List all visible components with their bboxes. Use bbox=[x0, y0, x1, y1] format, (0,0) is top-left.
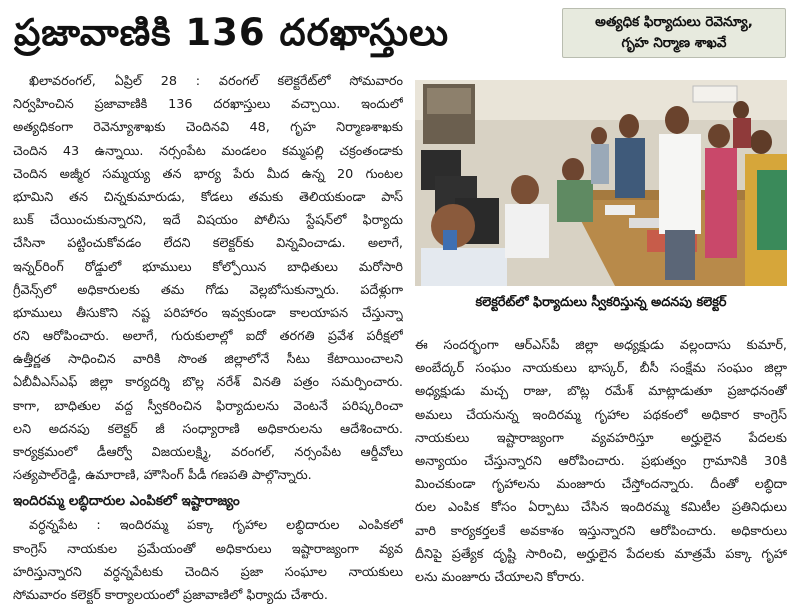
article-text-line: వారి కార్యకర్తలకే అవకాశం ఇస్తున్నారని ఆరోపించారు. అధికారులు bbox=[415, 523, 787, 539]
article-text-line: లని అదనపు కలెక్టర్ జీ సంధ్యారాణి అధికారులను ఆదేశించారు. bbox=[13, 421, 403, 437]
subheadline-line-2: గృహ నిర్మాణ శాఖవే bbox=[621, 35, 727, 51]
article-paragraph-2 bbox=[13, 514, 403, 607]
article-text-line: లను మంజూరు చేయాలని కోరారు. bbox=[415, 569, 585, 585]
article-text-line: ఇన్నర్‌రింగ్ రోడ్డులో భూములు కోల్పోయిన బాధితులు మరోసారి bbox=[13, 259, 403, 275]
section-heading: ఇందిరమ్మ లబ్ధిదారుల ఎంపికలో ఇష్టారాజ్యం bbox=[13, 493, 240, 510]
article-left-column bbox=[13, 70, 403, 603]
article-text-line: వర్ధన్నపేట : ఇందిరమ్మ పక్కా గృహాల లబ్ధిదారుల ఎంపికలో bbox=[29, 518, 403, 534]
article-text-line: ఈ సందర్భంగా ఆర్‌ఎస్‌పీ జిల్లా అధ్యక్షుడు వల్లందాసు కుమార్, bbox=[415, 338, 787, 353]
article-text-line: అన్యాయం చేస్తున్నారని ఆరోపించారు. ప్రభుత్వం గ్రామానికి 30కి bbox=[415, 453, 787, 469]
article-text-line: రుల ఎంపిక కోసం ఏర్పాటు చేసిన ఇందిరమ్మ కమిటీల ప్రతినిధులు bbox=[415, 500, 787, 516]
article-text-line: అధ్యక్షుడు మచ్చ రాజు, బొట్ల రమేశ్ మాట్లాడుతూ ప్రజాధనంతో bbox=[415, 384, 787, 400]
article-text-line: ఉత్తీర్ణత సాధించిన వారికి సొంత జిల్లాలోనే సీటు కేటాయించాలని bbox=[13, 352, 403, 368]
article-text-line: బుక్ చేయించుకున్నారని, ఇదే విషయం పోలీసు స్టేషన్‌లో ఫిర్యాదు bbox=[13, 213, 403, 229]
article-text-line: నాయకులు ఇష్టారాజ్యంగా వ్యవహరిస్తూ అర్హులైన పేదలకు bbox=[415, 430, 787, 446]
article-paragraph-1 bbox=[13, 70, 403, 487]
article-text-line: నిర్వహించిన ప్రజావాణికి 136 దరఖాస్తులు వచ్చాయి. ఇందులో bbox=[13, 97, 403, 113]
article-text-line: గ్రీవెన్స్‌లో అధికారులకు తమ గోడు వెల్లబోసుకున్నారు. పదేళ్లుగా bbox=[13, 282, 403, 298]
headline: ప్రజావాణికి 136 దరఖాస్తులు bbox=[14, 11, 450, 54]
article-text-line: చెందిన అజ్మీర సమ్మయ్య తన భార్య పేరు మీద ఉన్న 20 గుంటల bbox=[13, 166, 403, 182]
article-text-line: అత్యధికంగా రెవెన్యూశాఖకు చెందినవి 48, గృహ నిర్మాణశాఖకు bbox=[13, 120, 403, 136]
subheadline-box bbox=[562, 8, 786, 58]
article-right-column bbox=[415, 334, 787, 586]
article-text-line: మించకుండా గృహాలను మంజూరు చేస్తోందన్నారు. దీంతో లబ్ధిదా bbox=[415, 477, 787, 493]
article-text-line: సోమవారం కలెక్టర్ కార్యాలయంలో ప్రజావాణిలో ఫిర్యాదు చేశారు. bbox=[13, 587, 328, 603]
article-text-line: ఏబీవీఎస్‌ఎఫ్ జిల్లా కార్యదర్శి బొల్ల నరేశ్ వినతి పత్రం సమర్పించారు. bbox=[13, 375, 403, 391]
article-text-line: కాంగ్రెస్ నాయకుల ప్రమేయంతో అధికారులు ఇష్టారాజ్యంగా వ్యవ bbox=[13, 541, 403, 557]
article-text-line: అంబేద్కర్ సంఘం నాయకులు భాస్కర్, బీసీ సంక్షేమ సంఘం జిల్లా bbox=[415, 361, 787, 377]
article-text-line: ఖిలావరంగల్, ఏప్రిల్ 28 : వరంగల్ కలెక్టరేట్‌లో సోమవారం bbox=[29, 74, 403, 89]
article-text-line: చెందిన 43 ఉన్నాయి. నర్సంపేట మండలం కమ్మపల్లి చక్రంతండాకు bbox=[13, 143, 403, 159]
news-photo bbox=[415, 80, 787, 286]
article-text-line: భూమిని తన చిన్నకుమారుడు, కోడలు తమకు తెలియకుండా పాస్ bbox=[13, 189, 403, 205]
article-text-line: అమలు చేయనున్న ఇందిరమ్మ గృహాల పథకంలో అధికార కాంగ్రెస్ bbox=[415, 407, 787, 423]
article-text-line: భూములు తీసుకొని నష్ట పరిహారం ఇవ్వకుండా కాలయాపన చేస్తున్నా bbox=[13, 305, 403, 321]
article-text-line: సత్యపాల్‌రెడ్డి, ఉమారాణి, హౌసింగ్ పీడీ గణపతి పాల్గొన్నారు. bbox=[13, 468, 312, 484]
article-text-line: చేసినా పట్టించుకోవడం లేదని కలెక్టర్‌కు విన్నవించాడు. అలాగే, bbox=[13, 236, 403, 252]
article-text-line: దీనిపై ప్రత్యేక దృష్టి సారించి, అర్హులైన పేదలకు మాత్రమే పక్కా గృహా bbox=[415, 546, 787, 562]
subheadline-line-1: అత్యధిక ఫిర్యాదులు రెవెన్యూ, bbox=[595, 14, 753, 30]
article-text-line: కాగా, బాధితుల వద్ద స్వీకరించిన ఫిర్యాదులను వెంటనే పరిష్కరించా bbox=[13, 398, 403, 414]
article-text-line: రని ఆరోపించారు. అలాగే, గురుకులాల్లో ఐదో తరగతి ప్రవేశ పరీక్షలో bbox=[13, 329, 403, 345]
photo-caption: కలెక్టరేట్‌లో ఫిర్యాదులు స్వీకరిస్తున్న అదనపు కలెక్టర్ bbox=[475, 295, 727, 310]
article-text-line: హరిస్తున్నారని వర్ధన్నపేటకు చెందిన ప్రజా సంఘాల నాయకులు bbox=[13, 564, 403, 580]
article-text-line: కార్యక్రమంలో డీఆర్వో విజయలక్ష్మి, వరంగల్, నర్సంపేట ఆర్డీవోలు bbox=[13, 445, 403, 460]
